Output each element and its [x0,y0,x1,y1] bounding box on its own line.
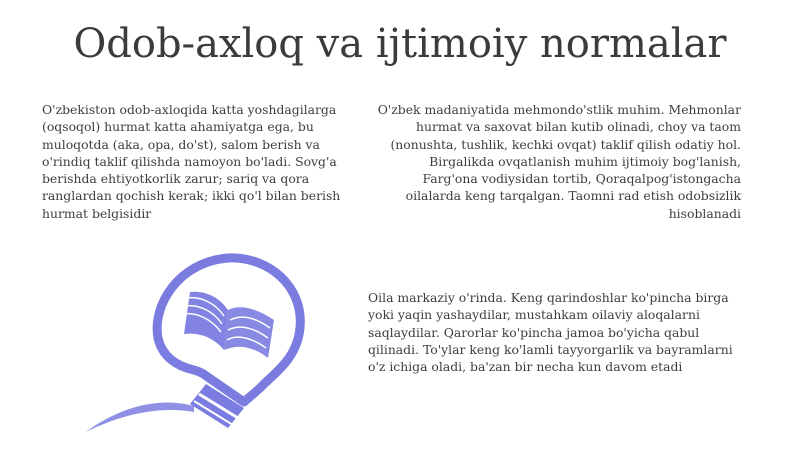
family-paragraph: Oila markaziy o'rinda. Keng qarindoshlar ko'pincha birga yoki yaqin yashaydilar, mustahkam oilaviy aloqalarni saqlaydilar. Qarorlar ko'pincha jamoa bo'yicha qabul qilinadi. To'ylar keng ko'lamli tayyorgarlik va bayramlarni o'z ichiga oladi, ba'zan bir necha kun davom etadi [368,290,733,375]
book-right-page [224,307,274,358]
etiquette-paragraph: O'zbekiston odob-axloqida katta yoshdagilarga (oqsoqol) hurmat katta ahamiyatga ega, bu muloqotda (aka, opa, do'st), salom berish va o'rindiq taklif qilishda namoyon bo'ladi. Sovg'a berishda ehtiyotkorlik zarur; sariq va qora ranglardan qochish kerak; ikki qo'l bilan berish hurmat belgisidir [42,102,341,221]
lightbulb-book-icon [78,246,314,436]
hospitality-paragraph: O'zbek madaniyatida mehmondo'stlik muhim. Mehmonlar hurmat va saxovat bilan kutib olinadi, choy va taom (nonushta, tushlik, kechki ovqat) taklif qilish odatiy hol. Birgalikda ovqatlanish muhim ijtimoiy bog'lanish, Farg'ona vodiysidan tortib, Qoraqalpog'istongacha oilalarda keng tarqalgan. Taomni rad etish odobsizlik hisoblanadi [377,102,741,221]
slide-title: Odob-axloq va ijtimoiy normalar [73,21,727,67]
bulb-wire [86,402,194,432]
